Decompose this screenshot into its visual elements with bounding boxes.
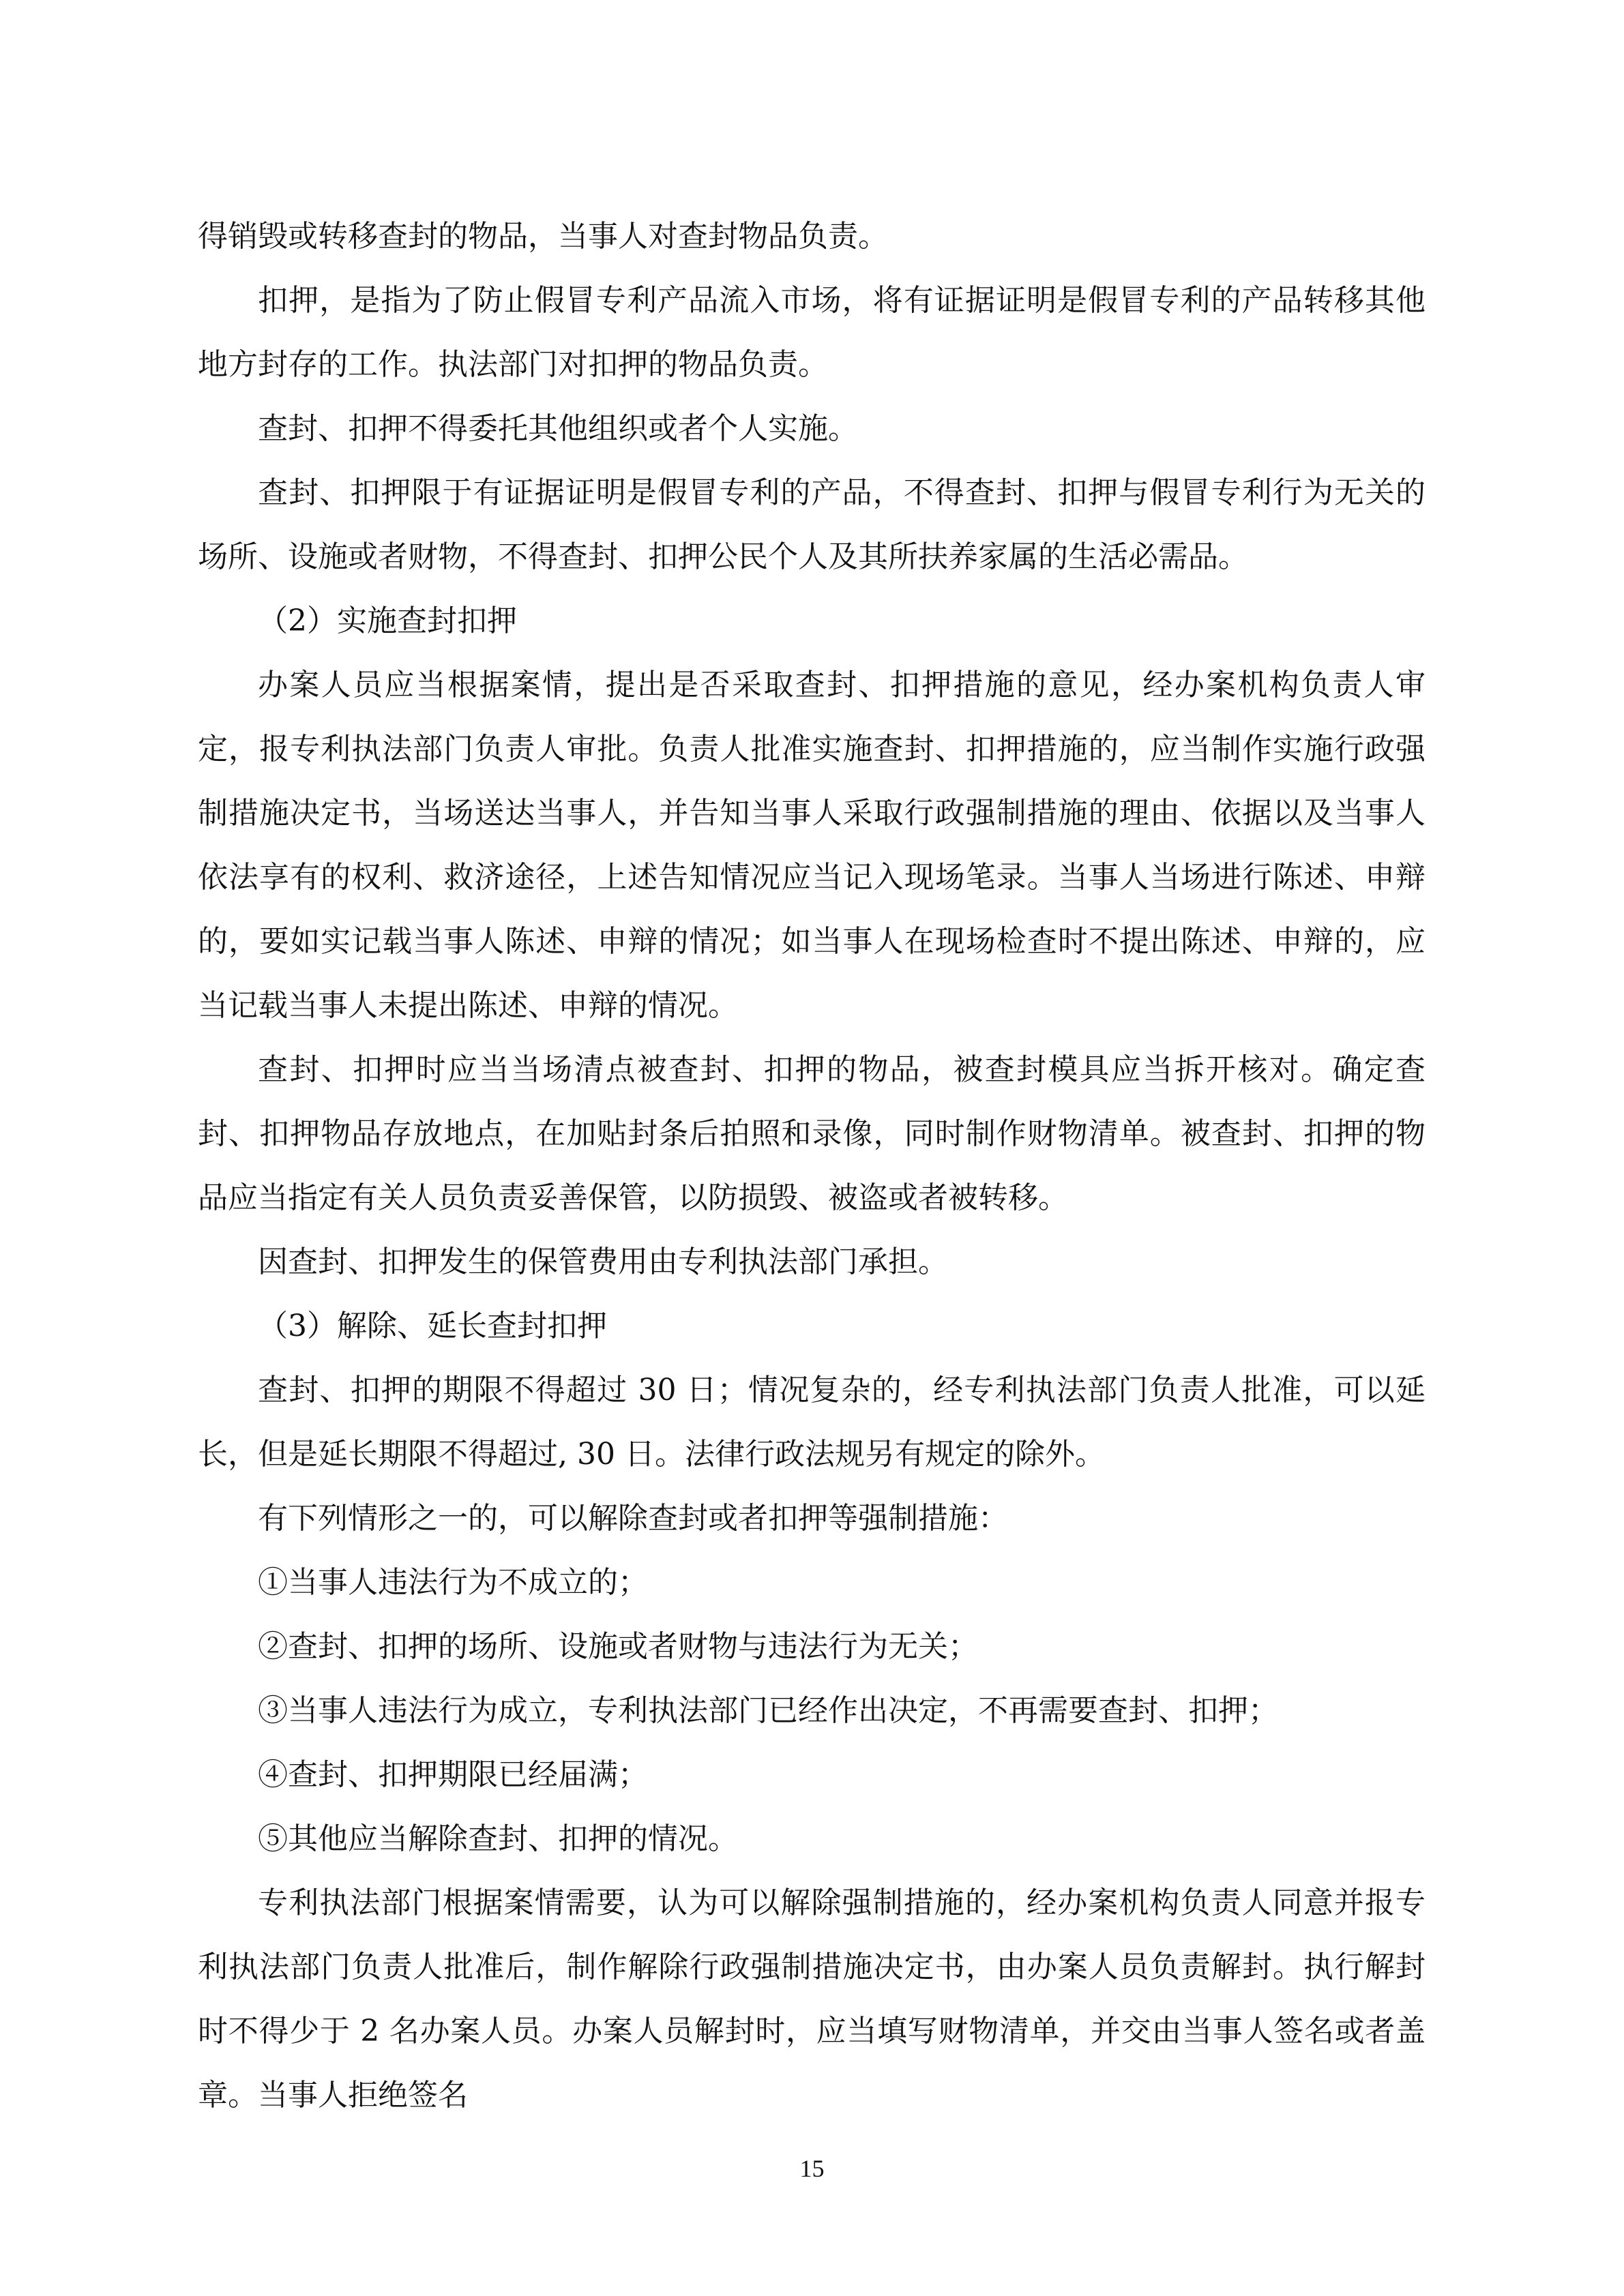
paragraph: （2）实施查封扣押 [258, 603, 517, 638]
paragraph: 查封、扣押的期限不得超过 30 日；情况复杂的，经专利执法部门负责人批准，可以延长，但是延长期限不得超过, 30 日。法律行政法规另有规定的除外。 [198, 1373, 1426, 1472]
paragraph: 办案人员应当根据案情，提出是否采取查封、扣押措施的意见，经办案机构负责人审定，报专利执法部门负责人审批。负责人批准实施查封、扣押措施的，应当制作实施行政强制措施决定书，当场送达当事人，并告知当事人采取行政强制措施的理由、依据以及当事人依法享有的权利、救济途径，上述告知情况应当记入现场笔录。当事人当场进行陈述、申辩的，要如实记载当事人陈述、申辩的情况；如当事人在现场检查时不提出陈述、申辩的，应当记载当事人未提出陈述、申辩的情况。 [198, 668, 1426, 1023]
document-body [198, 205, 1426, 2128]
paragraph: ④查封、扣押期限已经届满； [258, 1757, 648, 1792]
page-number: 15 [799, 2155, 825, 2182]
paragraph: ③当事人违法行为成立，专利执法部门已经作出决定，不再需要查封、扣押； [258, 1693, 1278, 1728]
paragraph: 专利执法部门根据案情需要，认为可以解除强制措施的，经办案机构负责人同意并报专利执法部门负责人批准后，制作解除行政强制措施决定书，由办案人员负责解封。执行解封时不得少于 2 名办案人员。办案人员解封时，应当填写财物清单，并交由当事人签名或者盖章。当事人拒绝签名 [198, 1885, 1426, 2113]
paragraph: 查封、扣押限于有证据证明是假冒专利的产品，不得查封、扣押与假冒专利行为无关的场所、设施或者财物，不得查封、扣押公民个人及其所扶养家属的生活必需品。 [198, 475, 1426, 574]
paragraph: 扣押，是指为了防止假冒专利产品流入市场，将有证据证明是假冒专利的产品转移其他地方封存的工作。执法部门对扣押的物品负责。 [198, 283, 1426, 382]
paragraph: ⑤其他应当解除查封、扣押的情况。 [258, 1821, 738, 1856]
paragraph: （3）解除、延长查封扣押 [258, 1309, 607, 1343]
paragraph: 查封、扣押时应当当场清点被查封、扣押的物品，被查封模具应当拆开核对。确定查封、扣押物品存放地点，在加贴封条后拍照和录像，同时制作财物清单。被查封、扣押的物品应当指定有关人员负责妥善保管，以防损毁、被盗或者被转移。 [198, 1052, 1426, 1215]
paragraph: 查封、扣押不得委托其他组织或者个人实施。 [258, 411, 858, 446]
paragraph: ①当事人违法行为不成立的； [258, 1565, 648, 1600]
paragraph: 得销毁或转移查封的物品，当事人对查封物品负责。 [198, 219, 888, 254]
paragraph: 有下列情形之一的，可以解除查封或者扣押等强制措施： [258, 1501, 1008, 1536]
paragraph: ②查封、扣押的场所、设施或者财物与违法行为无关； [258, 1629, 978, 1664]
paragraph: 因查封、扣押发生的保管费用由专利执法部门承担。 [258, 1244, 948, 1279]
